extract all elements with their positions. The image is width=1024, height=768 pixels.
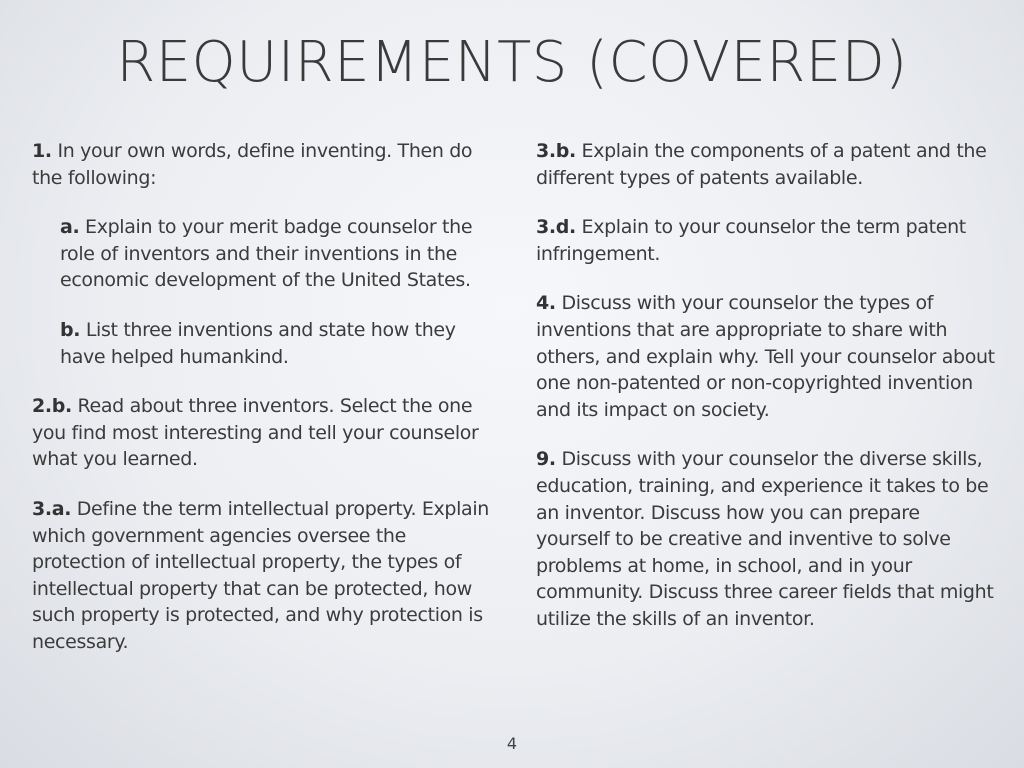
requirement-number: 3.b. bbox=[536, 140, 576, 162]
requirement-text: Discuss with your counselor the diverse skills, education, training, and experience it takes to be an inventor. Discuss how you can prepare yourself to be creative and inventive to solve problems at home, in school, and in your community. Discuss three career fields that might utilize the skills of an inventor. bbox=[536, 448, 994, 630]
requirement-number: 3.d. bbox=[536, 216, 576, 239]
requirement-text: Read about three inventors. Select the one you find most interesting and tell your counselor what you learned. bbox=[32, 395, 479, 471]
requirement-3d bbox=[536, 214, 996, 267]
requirement-number: a. bbox=[60, 216, 80, 239]
requirement-text: Discuss with your counselor the types of inventions that are appropriate to share with others, and explain why. Tell your counselor about one non-patented or non-copyrighted invention and its impact on society. bbox=[536, 292, 995, 421]
requirement-number: 4. bbox=[536, 292, 556, 315]
requirement-1a bbox=[60, 214, 494, 294]
requirement-3b bbox=[536, 138, 996, 191]
requirement-text: Explain the components of a patent and the different types of patents available. bbox=[536, 140, 987, 189]
requirement-3a bbox=[32, 496, 494, 656]
requirement-4 bbox=[536, 290, 996, 423]
requirement-text: Explain to your merit badge counselor the role of inventors and their inventions in the economic development of the United States. bbox=[60, 216, 473, 292]
requirement-text: Explain to your counselor the term patent infringement. bbox=[536, 216, 966, 265]
requirement-1b bbox=[60, 317, 494, 370]
requirement-1 bbox=[32, 138, 494, 191]
requirement-number: b. bbox=[60, 318, 81, 341]
requirement-text: List three inventions and state how they have helped humankind. bbox=[60, 318, 456, 368]
requirement-number: 9. bbox=[536, 448, 556, 471]
page-number: 4 bbox=[506, 734, 518, 753]
requirement-number: 3.a. bbox=[32, 497, 72, 520]
left-column bbox=[32, 138, 494, 679]
requirement-number: 1. bbox=[32, 140, 52, 162]
requirement-text: In your own words, define inventing. Then do the following: bbox=[32, 140, 473, 189]
requirement-number: 2.b. bbox=[32, 395, 72, 418]
requirement-2b bbox=[32, 393, 494, 473]
slide-title: REQUIREMENTS (COVERED) bbox=[116, 30, 908, 95]
requirement-text: Define the term intellectual property. Explain which government agencies oversee the protection of intellectual property, the types of intellectual property that can be protected, how such property is protected, and why protection is necessary. bbox=[32, 497, 489, 653]
right-column bbox=[536, 138, 996, 656]
requirement-9 bbox=[536, 446, 996, 632]
